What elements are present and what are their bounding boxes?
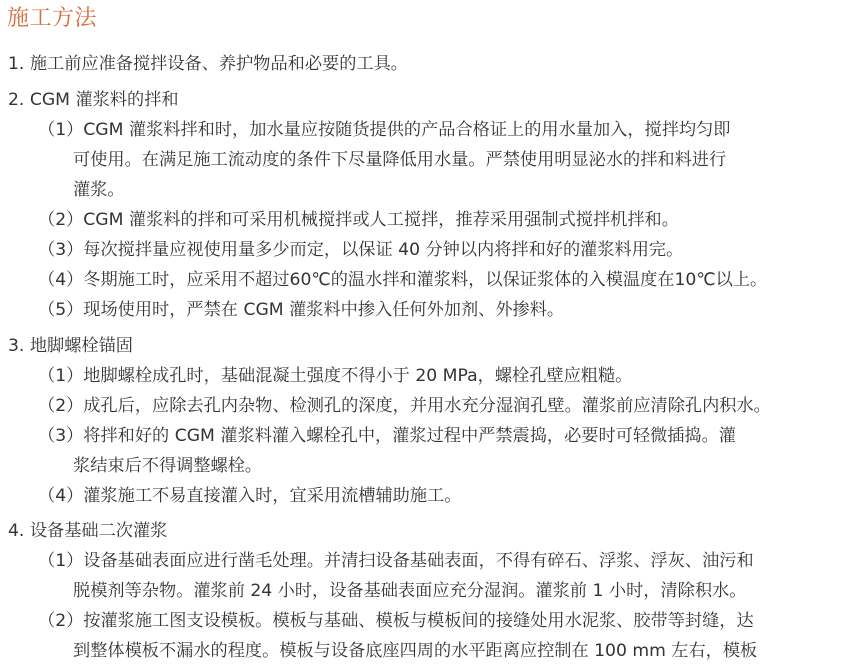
item-3-2: （2）成孔后，应除去孔内杂物、检测孔的深度，并用水充分湿润孔壁。灌浆前应清除孔内积水。	[38, 396, 771, 416]
item-2-1-continued: 可使用。在满足施工流动度的条件下尽量降低用水量。严禁使用明显泌水的拌和料进行	[73, 150, 727, 170]
section-title: 施工方法	[7, 6, 98, 31]
item-4-2-continued: 到整体模板不漏水的程度。模板与设备底座四周的水平距离应控制在 100 mm 左右，模板	[73, 641, 758, 661]
item-1: 1. 施工前应准备搅拌设备、养护物品和必要的工具。	[8, 54, 408, 74]
item-4-2: （2）按灌浆施工图支设模板。模板与基础、模板与模板间的接缝处用水泥浆、胶带等封缝，达	[38, 611, 754, 631]
item-2-5: （5）现场使用时，严禁在 CGM 灌浆料中掺入任何外加剂、外掺料。	[38, 300, 565, 320]
item-4-1: （1）设备基础表面应进行凿毛处理。并清扫设备基础表面，不得有碎石、浮浆、浮灰、油污和	[38, 551, 754, 571]
item-3-3: （3）将拌和好的 CGM 灌浆料灌入螺栓孔中，灌浆过程中严禁震捣，必要时可轻微插捣。灌	[38, 426, 736, 446]
item-2-heading: 2. CGM 灌浆料的拌和	[8, 90, 179, 110]
item-3-3-continued: 浆结束后不得调整螺栓。	[73, 456, 263, 476]
item-2-1: （1）CGM 灌浆料拌和时，加水量应按随货提供的产品合格证上的用水量加入，搅拌均匀即	[38, 120, 731, 140]
item-2-4: （4）冬期施工时，应采用不超过60℃的温水拌和灌浆料，以保证浆体的入模温度在10℃以上。	[38, 270, 768, 290]
item-2-1-continued: 灌浆。	[73, 180, 125, 200]
item-3-4: （4）灌浆施工不易直接灌入时，宜采用流槽辅助施工。	[38, 486, 462, 506]
item-2-3: （3）每次搅拌量应视使用量多少而定，以保证 40 分钟以内将拌和好的灌浆料用完。	[38, 240, 684, 260]
item-3-heading: 3. 地脚螺栓锚固	[8, 336, 133, 356]
item-4-1-continued: 脱模剂等杂物。灌浆前 24 小时，设备基础表面应充分湿润。灌浆前 1 小时，清除积水。	[73, 581, 747, 601]
item-3-1: （1）地脚螺栓成孔时，基础混凝土强度不得小于 20 MPa，螺栓孔壁应粗糙。	[38, 366, 633, 386]
item-2-2: （2）CGM 灌浆料的拌和可采用机械搅拌或人工搅拌，推荐采用强制式搅拌机拌和。	[38, 210, 679, 230]
item-4-heading: 4. 设备基础二次灌浆	[8, 521, 168, 541]
